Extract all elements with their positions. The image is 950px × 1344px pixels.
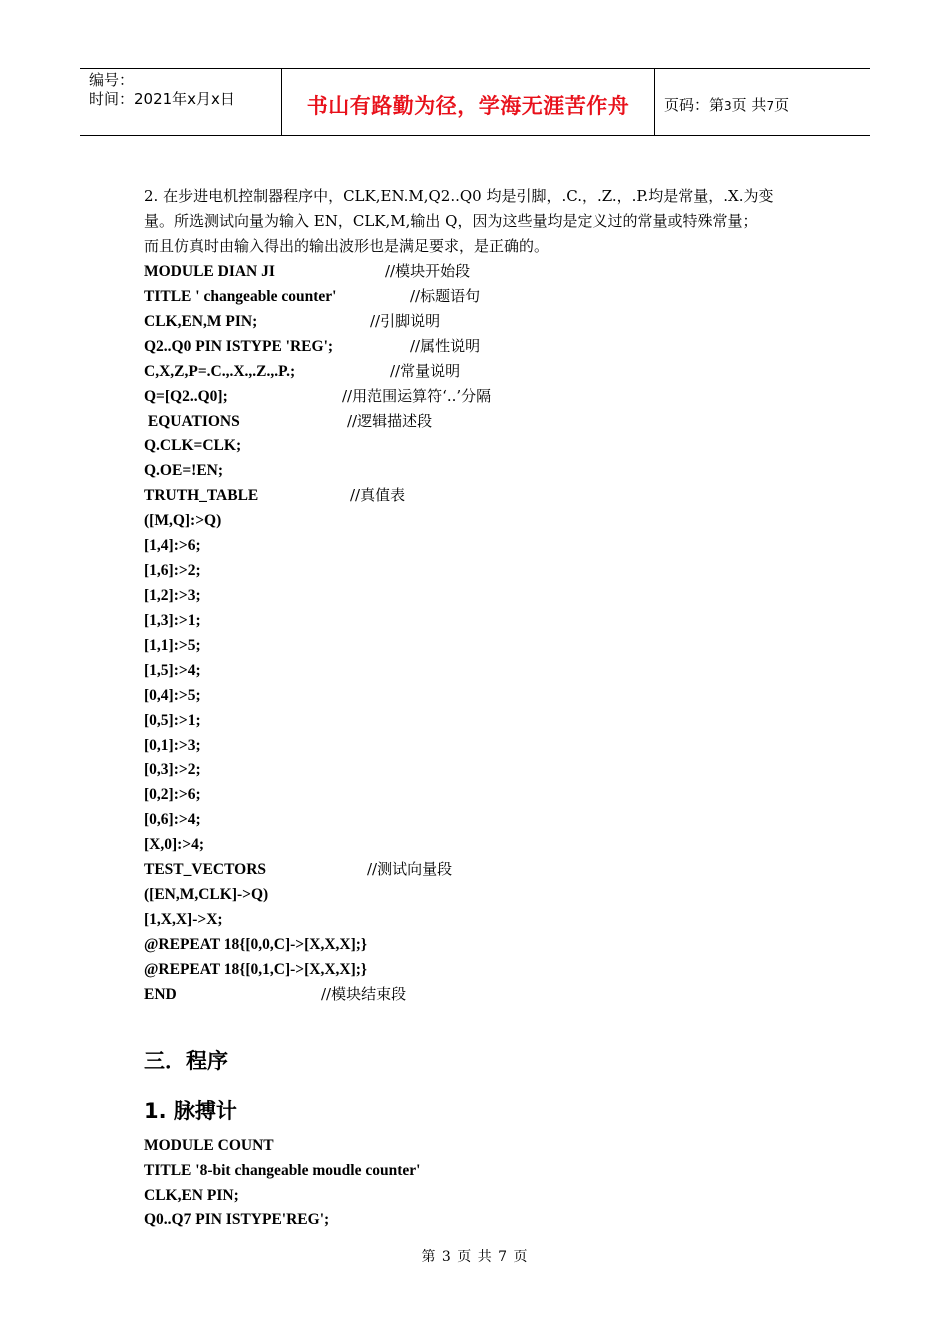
code-text: @REPEAT 18{[0,1,C]->[X,X,X];} bbox=[144, 960, 368, 978]
page-suffix: 页 bbox=[774, 96, 790, 114]
code-text: [1,X,X]->X; bbox=[144, 910, 223, 928]
intro-paragraph bbox=[144, 184, 834, 259]
code-text: TEST_VECTORS bbox=[144, 861, 267, 879]
code-line bbox=[144, 409, 834, 434]
page-footer bbox=[0, 1246, 950, 1266]
code-text: [1,5]:>4; bbox=[144, 661, 201, 679]
subsection-title: 1. 脉搏计 bbox=[144, 1098, 237, 1123]
footer-suffix: 页 bbox=[513, 1249, 529, 1265]
code-text: ([EN,M,CLK]->Q) bbox=[144, 886, 269, 904]
code-comment: //模块结束段 bbox=[321, 984, 407, 1003]
code-comment: //引脚说明 bbox=[370, 311, 441, 330]
code-comment: //真值表 bbox=[350, 486, 406, 505]
code-line bbox=[144, 633, 834, 658]
code-text: [1,3]:>1; bbox=[144, 611, 201, 629]
footer-current: 3 bbox=[441, 1249, 452, 1265]
code-comment: //标题语句 bbox=[410, 286, 481, 305]
code-comment: //模块开始段 bbox=[385, 262, 471, 280]
code-comment: //属性说明 bbox=[410, 336, 481, 355]
section-title: 三．程序 bbox=[144, 1048, 228, 1073]
intro-line: 2. 在步进电机控制器程序中，CLK,EN.M,Q2..Q0 均是引脚，.C.，.Z.，.P.均是常量，.X.为变 bbox=[144, 187, 774, 205]
code-text: CLK,EN PIN; bbox=[144, 1186, 239, 1204]
code-line bbox=[144, 259, 834, 284]
code-line bbox=[144, 508, 834, 533]
code-text: END bbox=[144, 985, 177, 1003]
code-text: [0,4]:>5; bbox=[144, 686, 201, 704]
code-line bbox=[144, 558, 834, 583]
code-line bbox=[144, 608, 834, 633]
code-line bbox=[144, 982, 834, 1007]
code-line bbox=[144, 1133, 834, 1158]
code-line bbox=[144, 384, 834, 409]
page-current: 3 bbox=[724, 99, 732, 113]
code-line bbox=[144, 284, 834, 309]
code-comment: //用范围运算符‘..’分隔 bbox=[342, 386, 492, 405]
code-line bbox=[144, 733, 834, 758]
code-line bbox=[144, 857, 834, 882]
code-text: [0,5]:>1; bbox=[144, 711, 201, 729]
code-line bbox=[144, 458, 834, 483]
code-line bbox=[144, 1158, 834, 1183]
code-text: Q2..Q0 PIN ISTYPE 'REG'; bbox=[144, 337, 334, 355]
code-text: Q.OE=!EN; bbox=[144, 462, 224, 480]
code-text: C,X,Z,P=.C.,.X.,.Z.,.P.; bbox=[144, 362, 296, 380]
code-line bbox=[144, 1183, 834, 1208]
time-label: 时间：2021年x月x日 bbox=[89, 90, 235, 108]
code-text: TITLE ' changeable counter' bbox=[144, 287, 337, 305]
code-block-pulse-counter bbox=[144, 1133, 834, 1233]
code-line bbox=[144, 807, 834, 832]
header-page-cell bbox=[655, 69, 870, 135]
code-line bbox=[144, 932, 834, 957]
code-text: [1,1]:>5; bbox=[144, 636, 201, 654]
code-line bbox=[144, 1207, 834, 1232]
code-text: TITLE '8-bit changeable moudle counter' bbox=[144, 1161, 421, 1179]
code-line bbox=[144, 782, 834, 807]
intro-line: 量。所选测试向量为输入 EN，CLK,M,输出 Q，因为这些量均是定义过的常量或特殊常量； bbox=[144, 212, 758, 230]
page-mid: 页 共 bbox=[731, 96, 767, 114]
code-comment: //测试向量段 bbox=[367, 860, 453, 879]
code-text: [0,1]:>3; bbox=[144, 736, 201, 754]
code-text: MODULE COUNT bbox=[144, 1136, 274, 1154]
code-text: EQUATIONS bbox=[144, 412, 240, 430]
code-block-stepper bbox=[144, 259, 834, 1007]
code-comment: //逻辑描述段 bbox=[347, 411, 433, 430]
code-line bbox=[144, 957, 834, 982]
code-line bbox=[144, 832, 834, 857]
page-prefix: 页码：第 bbox=[664, 96, 725, 114]
code-text: [X,0]:>4; bbox=[144, 836, 205, 854]
code-text: Q.CLK=CLK; bbox=[144, 437, 242, 455]
number-label: 编号： bbox=[89, 71, 135, 89]
code-comment: //常量说明 bbox=[390, 361, 461, 380]
code-text: [0,3]:>2; bbox=[144, 761, 201, 779]
page-total: 7 bbox=[766, 99, 775, 113]
code-text: TRUTH_TABLE bbox=[144, 487, 259, 505]
code-text: ([M,Q]:>Q) bbox=[144, 512, 222, 530]
code-text: [0,2]:>6; bbox=[144, 786, 201, 804]
page-header bbox=[80, 68, 870, 136]
code-line bbox=[144, 907, 834, 932]
code-text: CLK,EN,M PIN; bbox=[144, 312, 258, 330]
code-text: [1,6]:>2; bbox=[144, 562, 201, 580]
code-line bbox=[144, 309, 834, 334]
header-motto-cell bbox=[281, 69, 655, 135]
code-line bbox=[144, 433, 834, 458]
footer-total: 7 bbox=[498, 1249, 509, 1265]
code-line bbox=[144, 658, 834, 683]
footer-mid: 页 共 bbox=[457, 1249, 493, 1265]
code-text: Q=[Q2..Q0]; bbox=[144, 387, 228, 405]
code-line bbox=[144, 334, 834, 359]
code-text: [1,2]:>3; bbox=[144, 586, 201, 604]
code-line bbox=[144, 533, 834, 558]
footer-prefix: 第 bbox=[421, 1249, 437, 1265]
motto: 书山有路勤为径，学海无涯苦作舟 bbox=[306, 94, 630, 118]
code-text: [0,6]:>4; bbox=[144, 811, 201, 829]
code-text: MODULE DIAN JI bbox=[144, 263, 275, 280]
code-text: @REPEAT 18{[0,0,C]->[X,X,X];} bbox=[144, 935, 368, 953]
document-body bbox=[144, 184, 834, 1232]
code-line bbox=[144, 882, 834, 907]
code-line bbox=[144, 683, 834, 708]
code-line bbox=[144, 583, 834, 608]
code-line bbox=[144, 483, 834, 508]
code-line bbox=[144, 359, 834, 384]
intro-line: 而且仿真时由输入得出的输出波形也是满足要求，是正确的。 bbox=[144, 237, 550, 255]
code-line bbox=[144, 708, 834, 733]
code-line bbox=[144, 757, 834, 782]
code-text: [1,4]:>6; bbox=[144, 537, 201, 555]
code-text: Q0..Q7 PIN ISTYPE'REG'; bbox=[144, 1211, 330, 1229]
header-left-cell bbox=[80, 69, 281, 135]
header-page-info bbox=[664, 94, 789, 115]
